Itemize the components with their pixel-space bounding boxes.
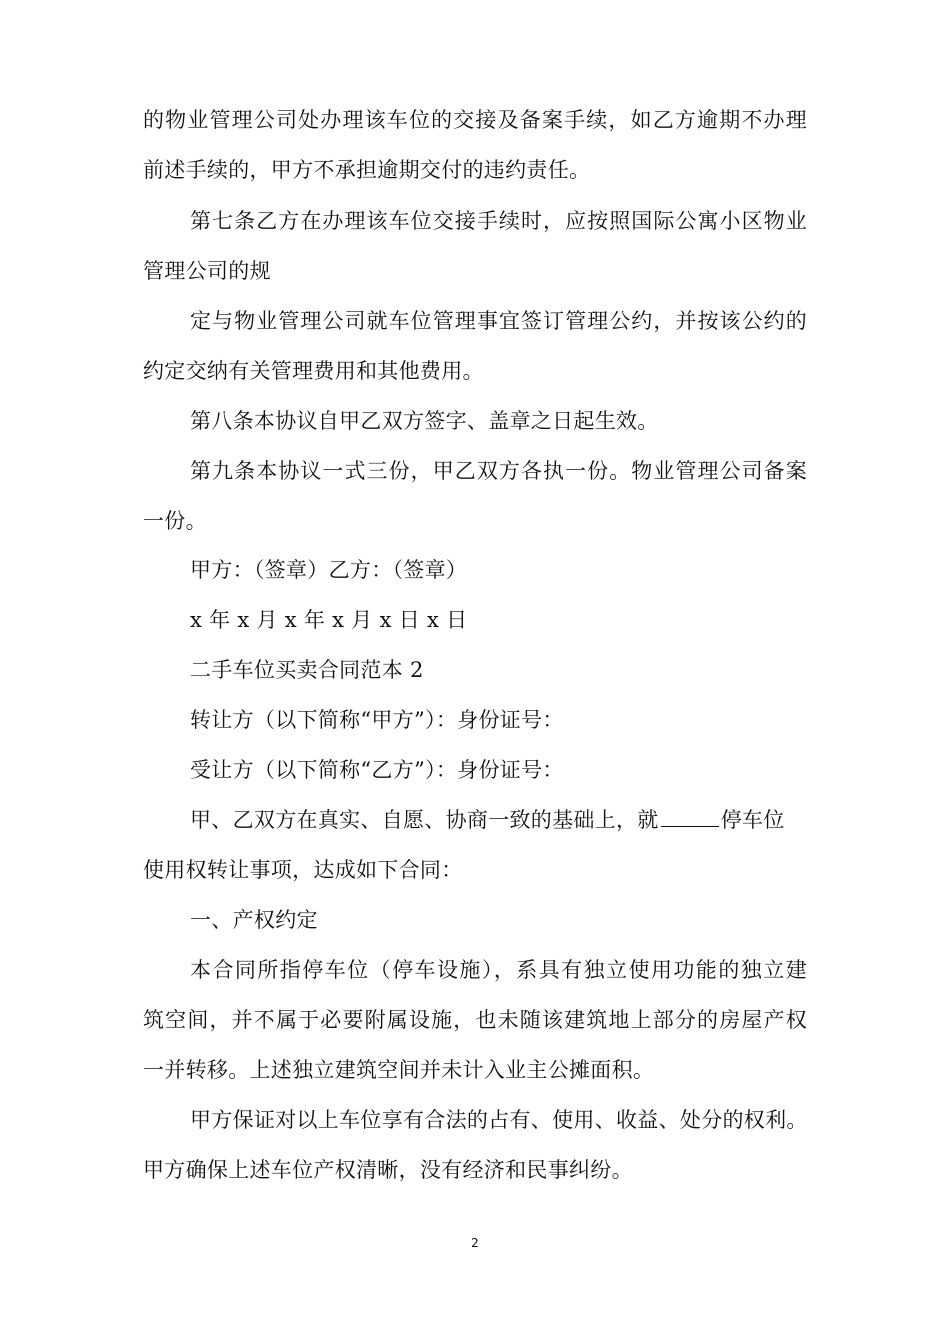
paragraph-line: 筑空间，并不属于必要附属设施，也未随该建筑地上部分的房屋产权 bbox=[143, 1008, 807, 1032]
paragraph-line: 使用权转让事项，达成如下合同： bbox=[143, 858, 463, 882]
party-b-line: 受让方（以下简称“乙方”）：身份证号： bbox=[190, 758, 564, 782]
party-a-line: 转让方（以下简称“甲方”）：身份证号： bbox=[190, 708, 564, 732]
paragraph-line: 一并转移。上述独立建筑空间并未计入业主公摊面积。 bbox=[143, 1058, 655, 1082]
paragraph-line: 本合同所指停车位（停车设施），系具有独立使用功能的独立建 bbox=[190, 958, 807, 982]
paragraph-line: 的物业管理公司处办理该车位的交接及备案手续，如乙方逾期不办理 bbox=[143, 108, 807, 132]
fill-in-blank bbox=[661, 806, 719, 827]
paragraph-line: 甲方确保上述车位产权清晰，没有经济和民事纠纷。 bbox=[143, 1158, 633, 1182]
paragraph-text: 甲、乙双方在真实、自愿、协商一致的基础上，就 bbox=[190, 808, 659, 832]
section-title: 二手车位买卖合同范本 2 bbox=[190, 658, 424, 682]
paragraph-text: 停车位 bbox=[720, 808, 785, 832]
paragraph-line: 甲方保证对以上车位享有合法的占有、使用、收益、处分的权利。 bbox=[190, 1108, 808, 1132]
paragraph-line: 前述手续的，甲方不承担逾期交付的违约责任。 bbox=[143, 158, 591, 182]
paragraph-line: 一份。 bbox=[143, 509, 207, 533]
paragraph-line: 管理公司的规 bbox=[143, 259, 271, 283]
paragraph-line: 第七条乙方在办理该车位交接手续时，应按照国际公寓小区物业 bbox=[190, 209, 807, 233]
page-number: 2 bbox=[471, 1236, 479, 1250]
date-line: x 年 x 月 x 年 x 月 x 日 x 日 bbox=[190, 608, 468, 632]
paragraph-line: 第九条本协议一式三份，甲乙双方各执一份。物业管理公司备案 bbox=[190, 459, 807, 483]
clause-heading: 一、产权约定 bbox=[190, 908, 318, 932]
signature-line: 甲方：（签章）乙方：（签章） bbox=[190, 558, 468, 582]
paragraph-line bbox=[190, 806, 785, 834]
paragraph-line: 第八条本协议自甲乙双方签字、盖章之日起生效。 bbox=[190, 409, 659, 433]
paragraph-line: 约定交纳有关管理费用和其他费用。 bbox=[143, 359, 484, 383]
paragraph-line: 定与物业管理公司就车位管理事宜签订管理公约，并按该公约的 bbox=[190, 309, 807, 333]
